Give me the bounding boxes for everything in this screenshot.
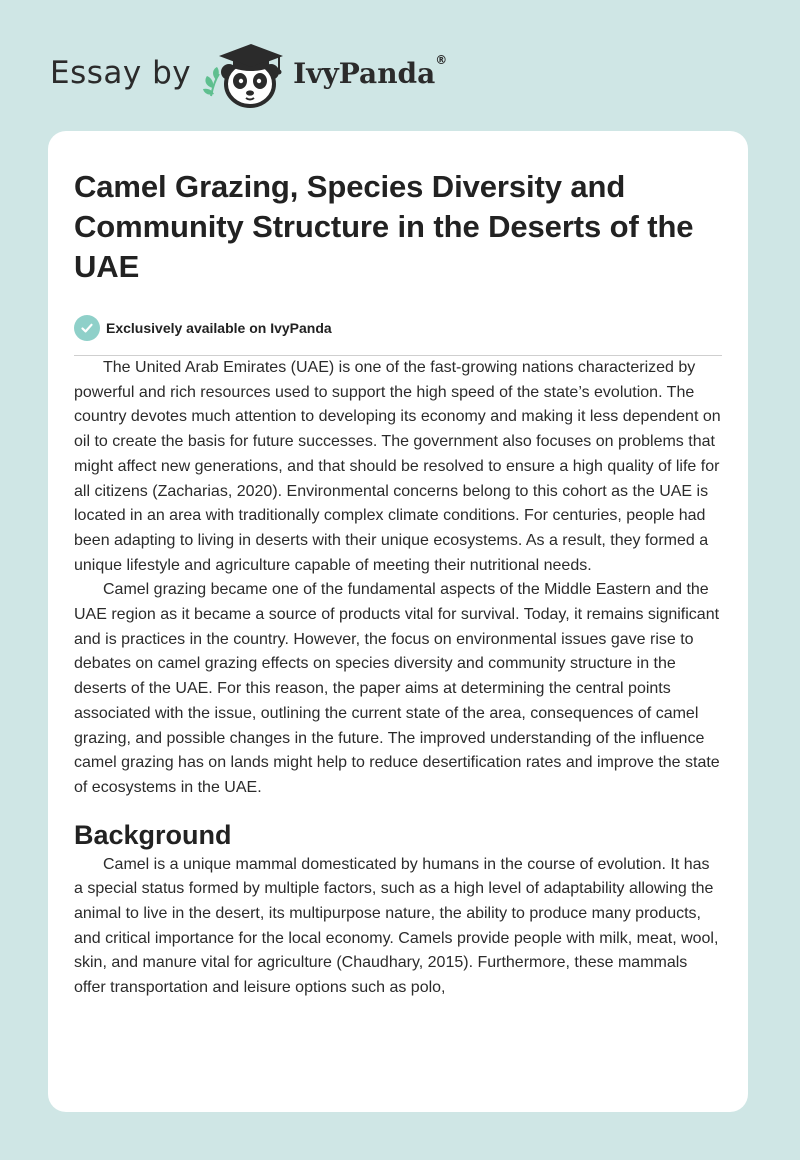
- panda-logo-icon[interactable]: [201, 36, 301, 110]
- essay-card: [48, 131, 748, 1112]
- brand-name-text: IvyPanda: [293, 56, 436, 90]
- paragraph: Camel is a unique mammal domesticated by humans in the course of evolution. It has a special status formed by multiple factors, such as a high level of adaptability allowing the animal to live in the desert, its multipurpose nature, the ability to produce many products, and critical importance for the local economy. Camels provide people with milk, meat, wool, skin, and manure vital for agriculture (Chaudhary, 2015). Furthermore, these mammals offer transportation and leisure options such as polo,: [74, 855, 719, 997]
- exclusive-badge: [74, 314, 722, 342]
- leaf-icon: [203, 67, 219, 96]
- registered-mark: ®: [435, 52, 448, 67]
- paragraph: The United Arab Emirates (UAE) is one of the fast-growing nations characterized by powerful and rich resources used to support the high speed of the state’s evolution. The country devotes much attention to developing its economy and making it less dependent on oil to create the basis for future successes. The government also focuses on problems that might affect new generations, and that should be resolved to ensure a high quality of life for all citizens (Zacharias, 2020). Environmental concerns belong to this cohort as the UAE is located in an area with traditionally complex climate conditions. For centuries, people had been adapting to living in deserts with their unique ecosystems. As a result, they formed a unique lifestyle and agriculture capable of meeting their nutritional needs.: [74, 359, 721, 574]
- site-header: [50, 36, 447, 110]
- check-circle-icon: [74, 315, 100, 341]
- page-title: Camel Grazing, Species Diversity and Community Structure in the Deserts of the UAE: [74, 169, 694, 284]
- paragraph: Camel grazing became one of the fundamental aspects of the Middle Eastern and the UAE region as it became a source of products vital for survival. Today, it remains significant and is practices in the country. However, the focus on environmental issues gave rise to debates on camel grazing effects on species diversity and community structure in the deserts of the UAE. For this reason, the paper aims at determining the central points associated with the issue, outlining the current state of the area, consequences of camel grazing, and possible changes in the future. The improved understanding of the influence camel grazing has on lands might help to reduce desertification rates and improve the state of ecosystems in the UAE.: [74, 581, 720, 796]
- section-heading: Background: [74, 819, 232, 850]
- exclusive-label: Exclusively available on IvyPanda: [106, 320, 332, 336]
- brand-prefix: Essay by: [50, 55, 192, 91]
- brand-name[interactable]: [293, 52, 448, 90]
